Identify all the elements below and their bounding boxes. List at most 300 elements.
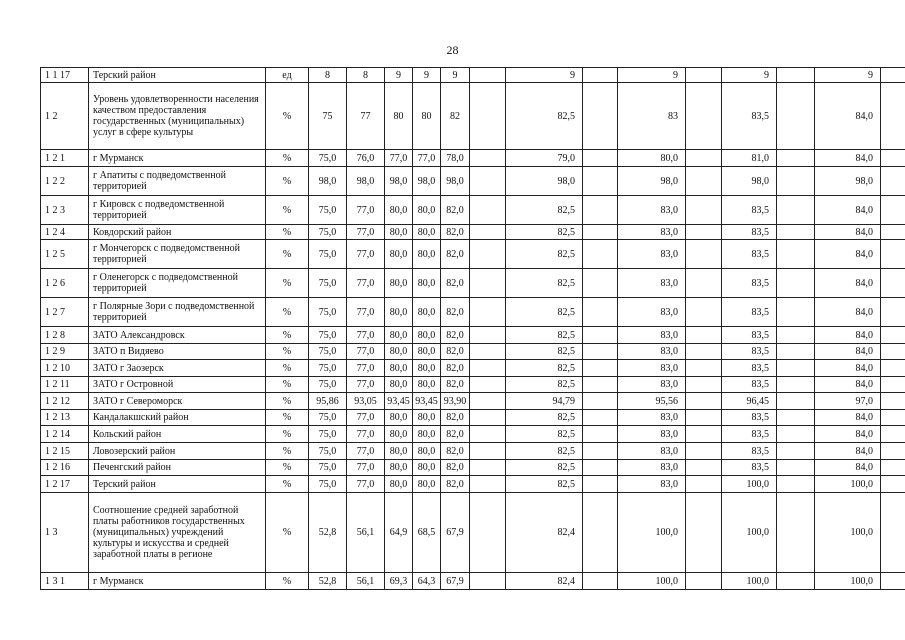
value-cell: 84,0 xyxy=(815,269,881,298)
value-cell: 93,90 xyxy=(441,393,470,410)
value-cell: 98,0 xyxy=(506,167,583,196)
empty-cell xyxy=(686,443,722,460)
value-cell: 78,0 xyxy=(441,150,470,167)
value-cell: 9 xyxy=(722,68,777,83)
row-unit: % xyxy=(266,240,309,269)
row-code: 1 2 14 xyxy=(41,426,89,443)
value-cell: 75,0 xyxy=(309,410,347,426)
value-cell: 84,0 xyxy=(815,410,881,426)
empty-cell xyxy=(777,443,815,460)
value-cell: 80,0 xyxy=(618,150,686,167)
value-cell: 93,45 xyxy=(385,393,413,410)
value-cell: 83 xyxy=(618,83,686,150)
row-code: 1 2 9 xyxy=(41,344,89,360)
row-name: г Мончегорск с подведомственной территорией xyxy=(89,240,266,269)
row-code: 1 3 xyxy=(41,493,89,573)
value-cell: 82,5 xyxy=(506,269,583,298)
empty-cell xyxy=(881,344,905,360)
row-unit: % xyxy=(266,344,309,360)
value-cell: 94,79 xyxy=(506,393,583,410)
row-code: 1 2 13 xyxy=(41,410,89,426)
empty-cell xyxy=(686,196,722,225)
row-name: г Оленегорск с подведомственной территорией xyxy=(89,269,266,298)
value-cell: 75,0 xyxy=(309,460,347,476)
empty-cell xyxy=(777,476,815,493)
value-cell: 80,0 xyxy=(385,377,413,393)
value-cell: 100,0 xyxy=(722,476,777,493)
empty-cell xyxy=(470,196,506,225)
row-code: 1 1 17 xyxy=(41,68,89,83)
table-row xyxy=(41,344,905,360)
table-row xyxy=(41,167,905,196)
value-cell: 9 xyxy=(385,68,413,83)
value-cell: 52,8 xyxy=(309,493,347,573)
value-cell: 9 xyxy=(815,68,881,83)
value-cell: 75,0 xyxy=(309,360,347,377)
value-cell: 80,0 xyxy=(385,196,413,225)
empty-cell xyxy=(686,476,722,493)
value-cell: 77,0 xyxy=(347,298,385,327)
value-cell: 83,0 xyxy=(618,269,686,298)
value-cell: 83,0 xyxy=(618,344,686,360)
row-unit: % xyxy=(266,460,309,476)
row-code: 1 2 xyxy=(41,83,89,150)
value-cell: 82,0 xyxy=(441,443,470,460)
row-code: 1 2 10 xyxy=(41,360,89,377)
value-cell: 77,0 xyxy=(347,443,385,460)
empty-cell xyxy=(881,68,905,83)
empty-cell xyxy=(686,393,722,410)
empty-cell xyxy=(777,393,815,410)
row-name: ЗАТО г Островной xyxy=(89,377,266,393)
value-cell: 84,0 xyxy=(815,426,881,443)
value-cell: 77,0 xyxy=(347,460,385,476)
row-name: г Кировск с подведомственной территорией xyxy=(89,196,266,225)
empty-cell xyxy=(470,68,506,83)
value-cell: 77,0 xyxy=(347,269,385,298)
value-cell: 67,9 xyxy=(441,493,470,573)
row-name: г Полярные Зори с подведомственной территорией xyxy=(89,298,266,327)
table-row xyxy=(41,377,905,393)
empty-cell xyxy=(777,68,815,83)
empty-cell xyxy=(777,83,815,150)
value-cell: 98,0 xyxy=(815,167,881,196)
empty-cell xyxy=(777,150,815,167)
value-cell: 80,0 xyxy=(413,327,441,344)
row-unit: % xyxy=(266,83,309,150)
value-cell: 76,0 xyxy=(347,150,385,167)
value-cell: 82 xyxy=(441,83,470,150)
value-cell: 83,5 xyxy=(722,426,777,443)
table-row xyxy=(41,269,905,298)
value-cell: 82,5 xyxy=(506,344,583,360)
empty-cell xyxy=(470,443,506,460)
value-cell: 80,0 xyxy=(413,377,441,393)
value-cell: 84,0 xyxy=(815,327,881,344)
row-unit: % xyxy=(266,426,309,443)
value-cell: 80,0 xyxy=(385,476,413,493)
value-cell: 83,0 xyxy=(618,225,686,240)
value-cell: 80,0 xyxy=(413,344,441,360)
empty-cell xyxy=(777,298,815,327)
page-number: 28 xyxy=(446,43,459,57)
value-cell: 80,0 xyxy=(413,460,441,476)
value-cell: 100,0 xyxy=(618,573,686,590)
value-cell: 75,0 xyxy=(309,443,347,460)
value-cell: 75,0 xyxy=(309,225,347,240)
value-cell: 80,0 xyxy=(385,240,413,269)
row-name: г Мурманск xyxy=(89,573,266,590)
row-unit: % xyxy=(266,443,309,460)
value-cell: 83,5 xyxy=(722,298,777,327)
value-cell: 9 xyxy=(506,68,583,83)
value-cell: 80,0 xyxy=(413,476,441,493)
value-cell: 84,0 xyxy=(815,240,881,269)
value-cell: 77,0 xyxy=(347,344,385,360)
value-cell: 82,5 xyxy=(506,327,583,344)
row-code: 1 2 8 xyxy=(41,327,89,344)
value-cell: 83,5 xyxy=(722,83,777,150)
row-name: ЗАТО г Североморск xyxy=(89,393,266,410)
table-body xyxy=(41,68,905,590)
empty-cell xyxy=(583,167,618,196)
empty-cell xyxy=(583,327,618,344)
table-row xyxy=(41,150,905,167)
value-cell: 56,1 xyxy=(347,573,385,590)
value-cell: 75,0 xyxy=(309,327,347,344)
value-cell: 75,0 xyxy=(309,150,347,167)
value-cell: 80,0 xyxy=(413,443,441,460)
empty-cell xyxy=(881,298,905,327)
row-name: ЗАТО п Видяево xyxy=(89,344,266,360)
empty-cell xyxy=(777,493,815,573)
value-cell: 79,0 xyxy=(506,150,583,167)
value-cell: 82,5 xyxy=(506,196,583,225)
value-cell: 82,5 xyxy=(506,360,583,377)
row-code: 1 2 7 xyxy=(41,298,89,327)
value-cell: 83,5 xyxy=(722,196,777,225)
value-cell: 82,5 xyxy=(506,377,583,393)
value-cell: 80,0 xyxy=(385,460,413,476)
value-cell: 77,0 xyxy=(347,410,385,426)
table-row xyxy=(41,393,905,410)
value-cell: 64,3 xyxy=(413,573,441,590)
row-unit: % xyxy=(266,410,309,426)
row-name: ЗАТО Александровск xyxy=(89,327,266,344)
empty-cell xyxy=(777,269,815,298)
empty-cell xyxy=(686,573,722,590)
row-name: г Апатиты с подведомственной территорией xyxy=(89,167,266,196)
row-code: 1 2 17 xyxy=(41,476,89,493)
empty-cell xyxy=(583,493,618,573)
empty-cell xyxy=(881,476,905,493)
row-code: 1 2 11 xyxy=(41,377,89,393)
row-name: Ковдорский район xyxy=(89,225,266,240)
table-row xyxy=(41,240,905,269)
empty-cell xyxy=(881,410,905,426)
empty-cell xyxy=(881,167,905,196)
value-cell: 100,0 xyxy=(722,573,777,590)
empty-cell xyxy=(583,460,618,476)
value-cell: 75,0 xyxy=(309,377,347,393)
value-cell: 80,0 xyxy=(385,410,413,426)
empty-cell xyxy=(583,443,618,460)
empty-cell xyxy=(583,196,618,225)
empty-cell xyxy=(881,196,905,225)
value-cell: 83,0 xyxy=(618,360,686,377)
empty-cell xyxy=(470,344,506,360)
value-cell: 83,0 xyxy=(618,298,686,327)
value-cell: 83,0 xyxy=(618,240,686,269)
empty-cell xyxy=(881,83,905,150)
value-cell: 56,1 xyxy=(347,493,385,573)
empty-cell xyxy=(470,150,506,167)
table-row xyxy=(41,196,905,225)
value-cell: 84,0 xyxy=(815,443,881,460)
row-unit: % xyxy=(266,225,309,240)
empty-cell xyxy=(470,476,506,493)
row-unit: % xyxy=(266,269,309,298)
value-cell: 77,0 xyxy=(347,196,385,225)
row-code: 1 2 16 xyxy=(41,460,89,476)
value-cell: 100,0 xyxy=(815,476,881,493)
value-cell: 68,5 xyxy=(413,493,441,573)
value-cell: 77,0 xyxy=(347,225,385,240)
empty-cell xyxy=(470,460,506,476)
empty-cell xyxy=(470,493,506,573)
value-cell: 82,5 xyxy=(506,443,583,460)
value-cell: 80 xyxy=(413,83,441,150)
value-cell: 83,5 xyxy=(722,225,777,240)
empty-cell xyxy=(583,269,618,298)
empty-cell xyxy=(686,225,722,240)
empty-cell xyxy=(686,269,722,298)
value-cell: 98,0 xyxy=(413,167,441,196)
row-unit: % xyxy=(266,298,309,327)
row-unit: % xyxy=(266,493,309,573)
value-cell: 80,0 xyxy=(413,410,441,426)
row-name: Соотношение средней заработной платы работников государственных (муниципальных) учреждений культуры и искусства и средней заработной платы в регионе xyxy=(89,493,266,573)
value-cell: 80,0 xyxy=(413,225,441,240)
row-name: Кольский район xyxy=(89,426,266,443)
value-cell: 83,0 xyxy=(618,327,686,344)
value-cell: 100,0 xyxy=(815,573,881,590)
value-cell: 83,5 xyxy=(722,360,777,377)
table-row xyxy=(41,225,905,240)
table-row xyxy=(41,68,905,83)
table-row xyxy=(41,83,905,150)
value-cell: 84,0 xyxy=(815,460,881,476)
row-code: 1 2 12 xyxy=(41,393,89,410)
empty-cell xyxy=(777,196,815,225)
value-cell: 75,0 xyxy=(309,196,347,225)
value-cell: 77,0 xyxy=(347,327,385,344)
value-cell: 83,5 xyxy=(722,327,777,344)
value-cell: 82,0 xyxy=(441,298,470,327)
empty-cell xyxy=(470,360,506,377)
row-name: ЗАТО г Заозерск xyxy=(89,360,266,377)
value-cell: 83,0 xyxy=(618,196,686,225)
empty-cell xyxy=(470,426,506,443)
value-cell: 100,0 xyxy=(618,493,686,573)
value-cell: 82,5 xyxy=(506,83,583,150)
row-code: 1 2 3 xyxy=(41,196,89,225)
value-cell: 75,0 xyxy=(309,240,347,269)
value-cell: 98,0 xyxy=(385,167,413,196)
value-cell: 9 xyxy=(413,68,441,83)
value-cell: 80,0 xyxy=(385,327,413,344)
value-cell: 84,0 xyxy=(815,360,881,377)
empty-cell xyxy=(470,573,506,590)
empty-cell xyxy=(583,344,618,360)
empty-cell xyxy=(777,573,815,590)
empty-cell xyxy=(881,377,905,393)
empty-cell xyxy=(470,240,506,269)
value-cell: 82,5 xyxy=(506,460,583,476)
value-cell: 84,0 xyxy=(815,196,881,225)
value-cell: 64,9 xyxy=(385,493,413,573)
value-cell: 83,5 xyxy=(722,344,777,360)
value-cell: 98,0 xyxy=(441,167,470,196)
table-row xyxy=(41,360,905,377)
value-cell: 82,4 xyxy=(506,493,583,573)
value-cell: 83,0 xyxy=(618,377,686,393)
empty-cell xyxy=(583,573,618,590)
empty-cell xyxy=(583,68,618,83)
row-unit: % xyxy=(266,377,309,393)
empty-cell xyxy=(686,460,722,476)
row-unit: % xyxy=(266,196,309,225)
value-cell: 82,0 xyxy=(441,460,470,476)
value-cell: 77,0 xyxy=(385,150,413,167)
empty-cell xyxy=(470,377,506,393)
row-name: Терский район xyxy=(89,476,266,493)
row-code: 1 2 6 xyxy=(41,269,89,298)
table-row xyxy=(41,493,905,573)
table-row xyxy=(41,460,905,476)
empty-cell xyxy=(686,410,722,426)
empty-cell xyxy=(470,269,506,298)
row-code: 1 2 5 xyxy=(41,240,89,269)
value-cell: 80,0 xyxy=(413,298,441,327)
value-cell: 77,0 xyxy=(347,360,385,377)
value-cell: 83,5 xyxy=(722,460,777,476)
row-unit: ед xyxy=(266,68,309,83)
row-name: г Мурманск xyxy=(89,150,266,167)
value-cell: 83,5 xyxy=(722,410,777,426)
value-cell: 77,0 xyxy=(413,150,441,167)
value-cell: 77,0 xyxy=(347,240,385,269)
row-unit: % xyxy=(266,150,309,167)
value-cell: 82,0 xyxy=(441,327,470,344)
value-cell: 75,0 xyxy=(309,269,347,298)
value-cell: 95,56 xyxy=(618,393,686,410)
empty-cell xyxy=(881,426,905,443)
empty-cell xyxy=(881,573,905,590)
value-cell: 77,0 xyxy=(347,476,385,493)
value-cell: 75,0 xyxy=(309,426,347,443)
empty-cell xyxy=(686,83,722,150)
value-cell: 98,0 xyxy=(722,167,777,196)
value-cell: 84,0 xyxy=(815,150,881,167)
empty-cell xyxy=(881,493,905,573)
empty-cell xyxy=(777,426,815,443)
table-row xyxy=(41,410,905,426)
value-cell: 82,5 xyxy=(506,240,583,269)
value-cell: 93,45 xyxy=(413,393,441,410)
value-cell: 83,0 xyxy=(618,426,686,443)
value-cell: 69,3 xyxy=(385,573,413,590)
value-cell: 83,5 xyxy=(722,377,777,393)
table-row xyxy=(41,426,905,443)
row-code: 1 2 4 xyxy=(41,225,89,240)
row-name: Кандалакшский район xyxy=(89,410,266,426)
value-cell: 75,0 xyxy=(309,344,347,360)
value-cell: 77,0 xyxy=(347,426,385,443)
value-cell: 80,0 xyxy=(385,298,413,327)
table-row xyxy=(41,573,905,590)
value-cell: 80,0 xyxy=(413,426,441,443)
value-cell: 67,9 xyxy=(441,573,470,590)
empty-cell xyxy=(583,240,618,269)
value-cell: 95,86 xyxy=(309,393,347,410)
value-cell: 83,5 xyxy=(722,269,777,298)
empty-cell xyxy=(470,225,506,240)
value-cell: 80,0 xyxy=(413,196,441,225)
value-cell: 82,0 xyxy=(441,225,470,240)
value-cell: 82,5 xyxy=(506,410,583,426)
value-cell: 82,5 xyxy=(506,476,583,493)
empty-cell xyxy=(583,83,618,150)
row-name: Уровень удовлетворенности населения качеством предоставления государственных (муниципальных) услуг в сфере культуры xyxy=(89,83,266,150)
empty-cell xyxy=(686,344,722,360)
empty-cell xyxy=(777,327,815,344)
empty-cell xyxy=(686,377,722,393)
empty-cell xyxy=(686,426,722,443)
empty-cell xyxy=(470,327,506,344)
value-cell: 84,0 xyxy=(815,298,881,327)
empty-cell xyxy=(583,393,618,410)
value-cell: 82,5 xyxy=(506,426,583,443)
empty-cell xyxy=(686,327,722,344)
empty-cell xyxy=(470,410,506,426)
value-cell: 84,0 xyxy=(815,377,881,393)
value-cell: 82,5 xyxy=(506,298,583,327)
value-cell: 82,0 xyxy=(441,377,470,393)
value-cell: 80,0 xyxy=(385,269,413,298)
value-cell: 82,0 xyxy=(441,476,470,493)
empty-cell xyxy=(777,167,815,196)
value-cell: 82,0 xyxy=(441,426,470,443)
empty-cell xyxy=(686,150,722,167)
empty-cell xyxy=(583,150,618,167)
empty-cell xyxy=(686,167,722,196)
empty-cell xyxy=(881,240,905,269)
empty-cell xyxy=(583,426,618,443)
table-row xyxy=(41,298,905,327)
empty-cell xyxy=(881,443,905,460)
value-cell: 97,0 xyxy=(815,393,881,410)
value-cell: 83,0 xyxy=(618,443,686,460)
empty-cell xyxy=(777,377,815,393)
value-cell: 75 xyxy=(309,83,347,150)
value-cell: 80,0 xyxy=(385,360,413,377)
value-cell: 82,0 xyxy=(441,240,470,269)
empty-cell xyxy=(881,150,905,167)
value-cell: 84,0 xyxy=(815,225,881,240)
value-cell: 81,0 xyxy=(722,150,777,167)
empty-cell xyxy=(686,240,722,269)
